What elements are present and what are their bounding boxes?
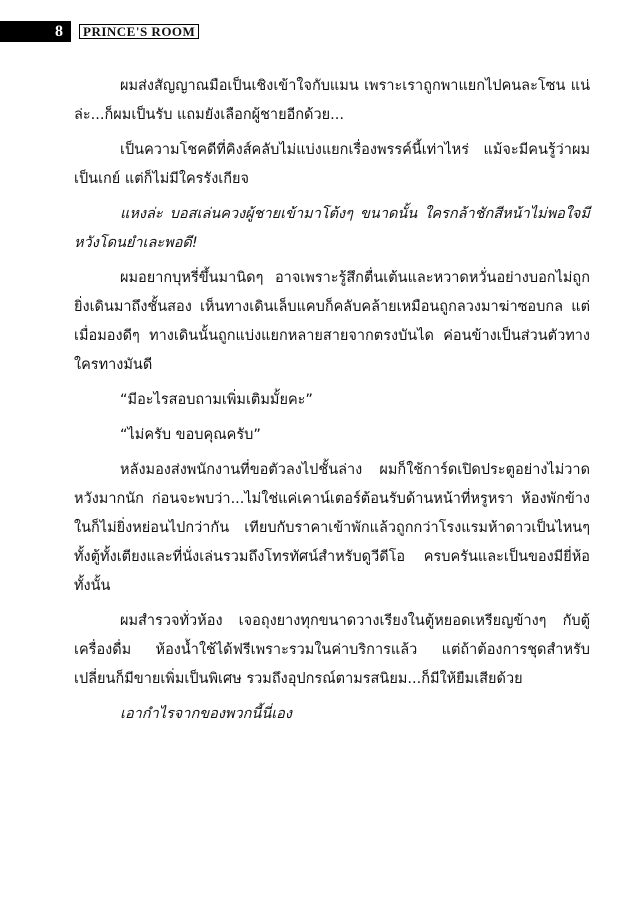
running-title: PRINCE'S ROOM [79,24,199,39]
page-number-block [0,21,71,42]
page-body [74,72,590,735]
paragraph: “มีอะไรสอบถามเพิ่มเติมมั้ยคะ” [120,392,313,408]
page-number: 8 [55,22,63,40]
paragraph: ผมสำรวจทั่วห้อง เจอถุงยางทุกขนาดวางเรียงในตู้หยอดเหรียญข้างๆ กับตู้เครื่องดื่ม ห้องน้ำใช้ได้ฟรีเพราะรวมในค่าบริการแล้ว แต่ถ้าต้องการชุดสำหรับเปลี่ยนก็มีขายเพิ่มเป็นพิเศษ รวมถึงอุปกรณ์ตามรสนิยม...ก็มีให้ยืมเสียด้วย [74,613,590,687]
paragraph: เป็นความโชคดีที่คิงส์คลับไม่แบ่งแยกเรื่องพรรค์นี้เท่าไหร่ แม้จะมีคนรู้ว่าผมเป็นเกย์ แต่ก็ไม่มีใครรังเกียจ [74,142,590,187]
paragraph: ผมอยากบุหรี่ขึ้นมานิดๆ อาจเพราะรู้สึกตื่นเต้นและหวาดหวั่นอย่างบอกไม่ถูก ยิ่งเดินมาถึงชั้นสอง เห็นทางเดินเล็บแคบก็คลับคล้ายเหมือนถูกลวงมาฆ่าซอบกล แต่เมื่อมองดีๆ ทางเดินนั้นถูกแบ่งแยกหลายสายจากตรงบันได ค่อนข้างเป็นส่วนตัวทางใครทางมันดี [74,270,590,373]
paragraph: ผมส่งสัญญาณมือเป็นเชิงเข้าใจกับแมน เพราะเราถูกพาแยกไปคนละโซน แน่ล่ะ...ก็ผมเป็นรับ แถมยังเลือกผู้ชายอีกด้วย... [74,78,590,123]
paragraph: “ไม่ครับ ขอบคุณครับ” [120,427,261,443]
paragraph: แหงล่ะ บอสเล่นควงผู้ชายเข้ามาโต้งๆ ขนาดนั้น ใครกล้าชักสีหน้าไม่พอใจมีหวังโดนยำเละพอดี! [74,206,590,251]
paragraph: เอากำไรจากของพวกนี้นี่เอง [120,706,292,722]
paragraph: หลังมองส่งพนักงานที่ขอตัวลงไปชั้นล่าง ผมก็ใช้การ์ดเปิดประตูอย่างไม่วาดหวังมากนัก ก่อนจะพบว่า...ไม่ใช่แค่เคาน์เตอร์ต้อนรับด้านหน้าที่หรูหรา ห้องพักข้างในก็ไม่ยิ่งหย่อนไปกว่ากัน เทียบกับราคาเข้าพักแล้วถูกกว่าโรงแรมห้าดาวเป็นไหนๆ ทั้งตู้ทั้งเตียงและที่นั่งเล่นรวมถึงโทรทัศน์สำหรับดูวีดีโอ ครบครันและเป็นของมียี่ห้อทั้งนั้น [74,462,590,594]
